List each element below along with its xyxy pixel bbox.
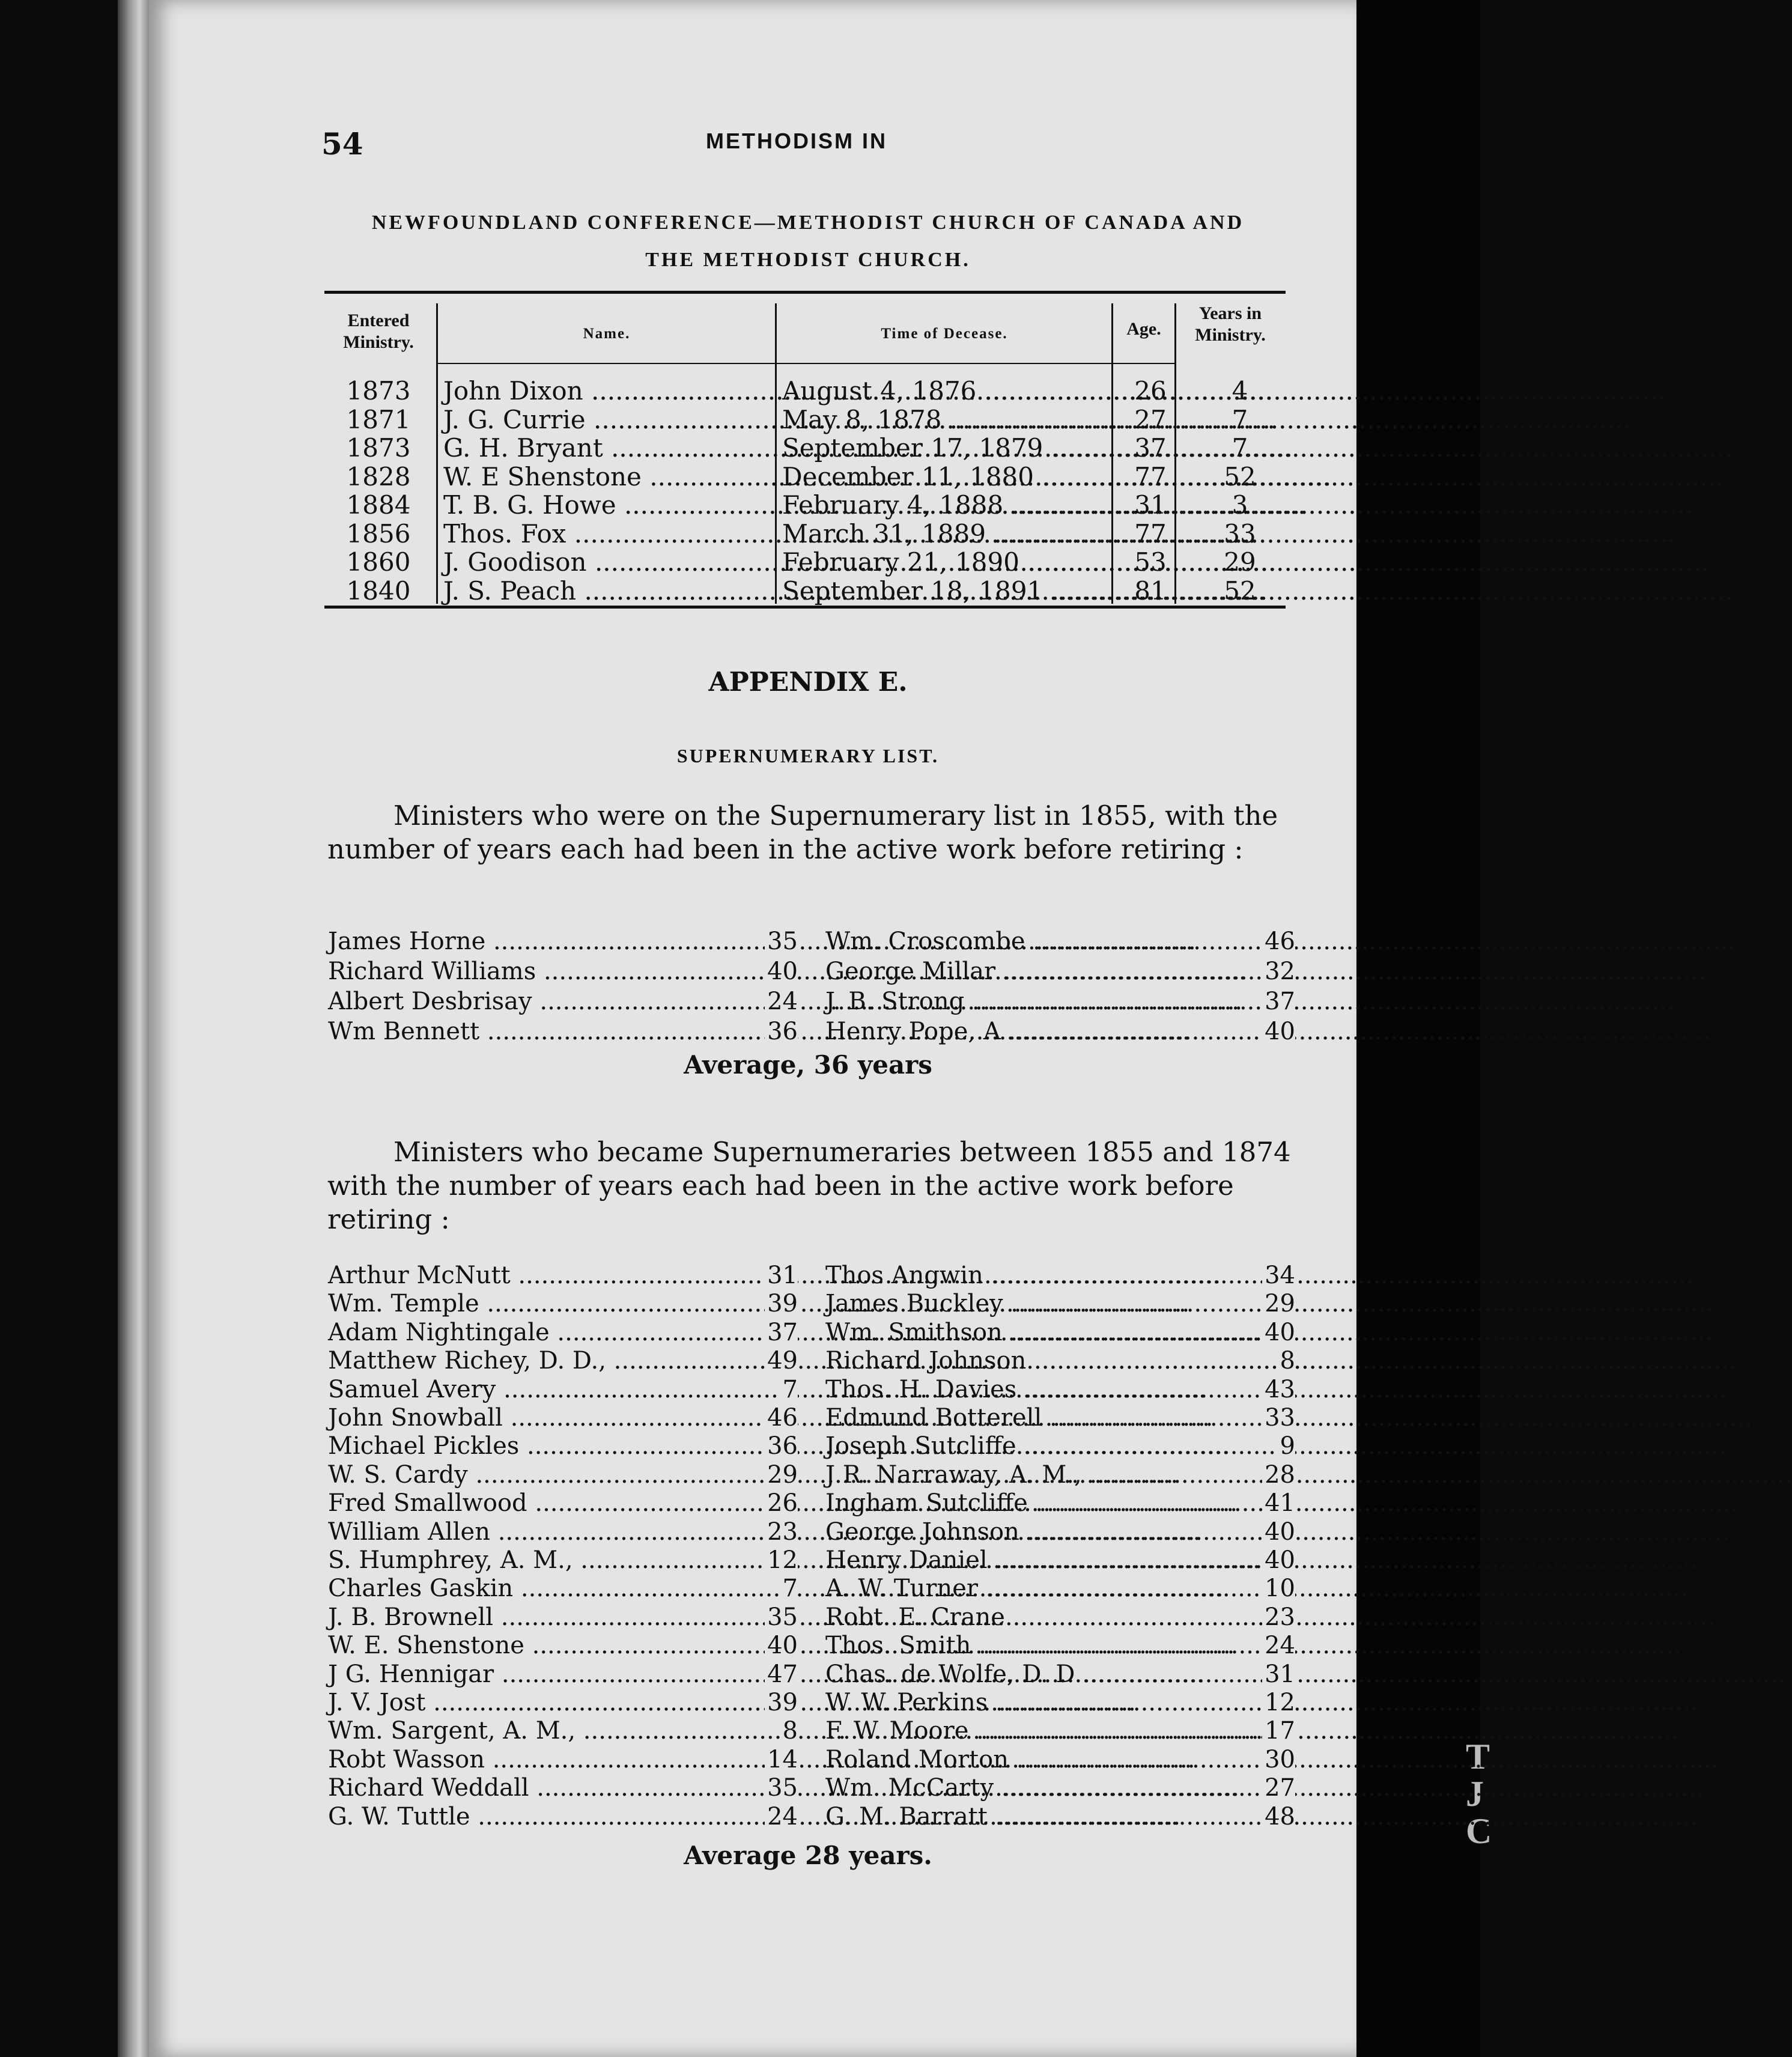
minister-name: Fred Smallwood ..... (328, 1489, 773, 1517)
list-item (328, 1803, 798, 1832)
minister-name: Thos Angwin ..... (825, 1262, 1270, 1289)
list-item (328, 988, 798, 1016)
cell-age: 53 (1134, 547, 1167, 577)
list2-intro (327, 1135, 1292, 1236)
cell-name: J. S. Peach ..... (443, 576, 765, 606)
list-item (328, 1774, 798, 1803)
minister-name: Albert Desbrisay ..... (328, 988, 773, 1015)
list-item (328, 1018, 798, 1047)
page-number: 54 (321, 126, 363, 162)
cell-time: August 4, 1876 ..... (782, 376, 1107, 406)
cell-entered: 1873 (346, 433, 411, 463)
minister-name: Charles Gaskin ..... (328, 1575, 773, 1602)
minister-name: Wm. McCarty ..... (825, 1774, 1270, 1802)
minister-name: J R. Narraway, A. M., ..... (825, 1461, 1270, 1489)
minister-name: Arthur McNutt ..... (328, 1262, 773, 1289)
cell-time: March 31, 1889 ..... (782, 519, 1107, 548)
cell-time: February 4, 1888 ..... (782, 490, 1107, 520)
list-item (825, 1746, 1295, 1775)
list-item (328, 958, 798, 986)
cell-time: September 18, 1891 ..... (782, 576, 1107, 606)
list-item (825, 1632, 1295, 1660)
minister-name: Richard Johnson ..... (825, 1347, 1270, 1375)
minister-name: Wm. Smithson ..... (825, 1319, 1270, 1346)
years-active: 17 (1262, 1717, 1295, 1745)
minister-name: W. S. Cardy ..... (328, 1461, 773, 1489)
list-item (825, 1376, 1295, 1405)
cell-years: 7 (1232, 433, 1248, 463)
minister-name: Wm Bennett ..... (328, 1018, 773, 1045)
table-row (328, 519, 1289, 548)
minister-name: G. M. Barratt ..... (825, 1803, 1270, 1831)
table-header-rule (438, 363, 1174, 364)
years-active: 40 (1262, 1546, 1295, 1574)
list-item (328, 1746, 798, 1775)
list-item (825, 958, 1295, 986)
list-item (825, 1461, 1295, 1490)
cell-entered: 1860 (346, 547, 411, 577)
minister-name: Robt. E. Crane ..... (825, 1603, 1270, 1631)
list1-intro (327, 799, 1292, 866)
list-item (328, 1489, 798, 1518)
years-active: 36 (765, 1018, 798, 1045)
cell-entered: 1828 (346, 461, 411, 491)
years-active: 46 (765, 1404, 798, 1432)
cell-name: T. B. G. Howe ..... (443, 490, 765, 520)
list-item (328, 928, 798, 956)
list-item (328, 1660, 798, 1689)
minister-name: F. W. Moore ..... (825, 1717, 1270, 1745)
list-item (825, 1262, 1295, 1290)
years-active: 39 (765, 1689, 798, 1716)
minister-name: W. E. Shenstone ..... (328, 1632, 773, 1659)
minister-name: Henry Daniel ..... (825, 1546, 1270, 1574)
years-active: 14 (765, 1746, 798, 1773)
col-header-entered: Entered Ministry. (343, 311, 414, 352)
cell-entered: 1840 (346, 576, 411, 606)
table-row (328, 462, 1289, 491)
years-active: 34 (1262, 1262, 1295, 1289)
cell-entered: 1884 (346, 490, 411, 520)
cell-age: 77 (1134, 461, 1167, 491)
list-item (328, 1575, 798, 1603)
years-active: 8 (1278, 1347, 1295, 1375)
years-active: 31 (1262, 1660, 1295, 1688)
cell-years: 52 (1224, 576, 1256, 606)
minister-name: Wm. Temple ..... (328, 1290, 773, 1317)
running-head: METHODISM IN (706, 129, 887, 153)
list-item (825, 1689, 1295, 1718)
list-item (825, 1518, 1295, 1547)
years-active: 8 (780, 1717, 798, 1745)
col-header-name: Name. (583, 326, 631, 342)
table-row (328, 433, 1289, 462)
list-item (825, 988, 1295, 1016)
years-active: 47 (765, 1660, 798, 1688)
list-item (328, 1432, 798, 1461)
minister-name: Thos. Smith ..... (825, 1632, 1270, 1659)
minister-name: S. Humphrey, A. M., ..... (328, 1546, 773, 1574)
table-row (328, 547, 1289, 576)
list-item (328, 1376, 798, 1405)
years-active: 35 (765, 1774, 798, 1802)
cell-entered: 1856 (346, 518, 411, 548)
list-item (328, 1347, 798, 1376)
years-active: 40 (1262, 1018, 1295, 1045)
years-active: 40 (1262, 1319, 1295, 1346)
minister-name: James Horne ..... (328, 928, 773, 955)
list-item (825, 1603, 1295, 1632)
years-active: 40 (765, 1632, 798, 1659)
cell-age: 27 (1134, 404, 1167, 434)
years-active: 37 (1262, 988, 1295, 1015)
years-active: 24 (1262, 1632, 1295, 1659)
minister-name: J G. Hennigar ..... (328, 1660, 773, 1688)
years-active: 26 (765, 1489, 798, 1517)
years-active: 23 (765, 1518, 798, 1546)
minister-name: Samuel Avery ..... (328, 1376, 773, 1403)
minister-name: Adam Nightingale ..... (328, 1319, 773, 1346)
list-item (328, 1546, 798, 1575)
cell-name: J. Goodison ..... (443, 547, 765, 577)
list-item (825, 1546, 1295, 1575)
minister-name: Thos. H. Davies ..... (825, 1376, 1270, 1403)
years-active: 29 (765, 1461, 798, 1489)
list-item (825, 1018, 1295, 1047)
minister-name: George Johnson ..... (825, 1518, 1270, 1546)
book-binding (118, 0, 149, 2057)
minister-name: A. W. Turner ..... (825, 1575, 1270, 1602)
cell-time: September 17, 1879 ..... (782, 433, 1107, 463)
minister-name: Edmund Botterell ..... (825, 1404, 1270, 1432)
minister-name: Chas. de Wolfe, D. D ..... (825, 1660, 1270, 1688)
years-active: 35 (765, 1603, 798, 1631)
list-item (328, 1717, 798, 1746)
table-row (328, 490, 1289, 519)
years-active: 30 (1262, 1746, 1295, 1773)
col-header-years: Years in Ministry. (1195, 303, 1266, 345)
years-active: 39 (765, 1290, 798, 1317)
cell-time: December 11, 1880 ..... (782, 462, 1107, 491)
list-item (825, 1717, 1295, 1746)
minister-name: J. B. Brownell ..... (328, 1603, 773, 1631)
cell-entered: 1873 (346, 376, 411, 406)
cell-years: 52 (1224, 461, 1256, 491)
years-active: 12 (1262, 1689, 1295, 1716)
years-active: 48 (1262, 1803, 1295, 1831)
years-active: 7 (780, 1376, 798, 1403)
years-active: 40 (1262, 1518, 1295, 1546)
list-item (825, 1432, 1295, 1461)
cell-name: W. E Shenstone ..... (443, 462, 765, 491)
cell-name: G. H. Bryant ..... (443, 433, 765, 463)
list-item (825, 928, 1295, 956)
minister-name: Richard Weddall ..... (328, 1774, 773, 1802)
years-active: 46 (1262, 928, 1295, 955)
years-active: 43 (1262, 1376, 1295, 1403)
minister-name: Matthew Richey, D. D., ..... (328, 1347, 773, 1375)
years-active: 49 (765, 1347, 798, 1375)
minister-name: G. W. Tuttle ..... (328, 1803, 773, 1831)
cell-years: 4 (1232, 376, 1248, 406)
minister-name: Robt Wasson ..... (328, 1746, 773, 1773)
minister-name: W. W. Perkins ..... (825, 1689, 1270, 1716)
list-item (328, 1689, 798, 1718)
years-active: 41 (1262, 1489, 1295, 1517)
adjacent-page-glyph: J (1466, 1774, 1484, 1814)
minister-name: Roland Morton ..... (825, 1746, 1270, 1773)
minister-name: Ingham Sutcliffe ..... (825, 1489, 1270, 1517)
list-item (328, 1404, 798, 1433)
table-top-rule (324, 291, 1286, 294)
list2-average: Average 28 years. (684, 1841, 932, 1870)
table-row (328, 376, 1289, 405)
years-active: 28 (1262, 1461, 1295, 1489)
years-active: 24 (765, 988, 798, 1015)
years-active: 9 (1278, 1432, 1295, 1460)
minister-name: Joseph Sutcliffe ..... (825, 1432, 1270, 1460)
minister-name: Wm. Croscombe ..... (825, 928, 1270, 955)
minister-name: Richard Williams ..... (328, 958, 773, 985)
list-item (328, 1319, 798, 1348)
list-item (825, 1489, 1295, 1518)
table-row (328, 405, 1289, 434)
cell-name: J. G. Currie ..... (443, 405, 765, 434)
minister-name: George Millar ..... (825, 958, 1270, 985)
list-item (825, 1803, 1295, 1832)
list-item (825, 1319, 1295, 1348)
years-active: 12 (765, 1546, 798, 1574)
minister-name: Wm. Sargent, A. M., ..... (328, 1717, 773, 1745)
minister-name: William Allen ..... (328, 1518, 773, 1546)
list-item (328, 1290, 798, 1319)
years-active: 24 (765, 1803, 798, 1831)
years-active: 31 (765, 1262, 798, 1289)
years-active: 40 (765, 958, 798, 985)
list-item (328, 1262, 798, 1290)
list-item (825, 1404, 1295, 1433)
list2-intro-text: Ministers who became Supernumeraries between 1855 and 1874 with the number of years each had been in the active work before retiring : (327, 1136, 1291, 1235)
years-active: 37 (765, 1319, 798, 1346)
minister-name: Henry Pope, A ..... (825, 1018, 1270, 1045)
cell-age: 77 (1134, 518, 1167, 548)
cell-age: 31 (1134, 490, 1167, 520)
minister-name: J. V. Jost ..... (328, 1689, 773, 1716)
cell-name: Thos. Fox ..... (443, 519, 765, 548)
section-title-line2: THE METHODIST CHURCH. (645, 249, 971, 271)
list1-average: Average, 36 years (684, 1050, 932, 1080)
cell-years: 7 (1232, 404, 1248, 434)
years-active: 36 (765, 1432, 798, 1460)
section-title-line1: NEWFOUNDLAND CONFERENCE—METHODIST CHURCH OF CANADA AND (371, 211, 1245, 234)
cell-years: 33 (1224, 518, 1256, 548)
adjacent-page-glyph: C (1466, 1811, 1492, 1851)
minister-name: James Buckley ..... (825, 1290, 1270, 1317)
minister-name: John Snowball ..... (328, 1404, 773, 1432)
years-active: 29 (1262, 1290, 1295, 1317)
minister-name: J. B. Strong ..... (825, 988, 1270, 1015)
years-active: 32 (1262, 958, 1295, 985)
cell-age: 81 (1134, 576, 1167, 606)
cell-years: 3 (1232, 490, 1248, 520)
years-active: 7 (780, 1575, 798, 1602)
list-item (825, 1575, 1295, 1603)
years-active: 10 (1262, 1575, 1295, 1602)
list-item (328, 1461, 798, 1490)
appendix-subtitle: SUPERNUMERARY LIST. (676, 745, 940, 767)
list-item (328, 1603, 798, 1632)
cell-entered: 1871 (346, 404, 411, 434)
minister-name: Michael Pickles ..... (328, 1432, 773, 1460)
list-item (825, 1290, 1295, 1319)
years-active: 27 (1262, 1774, 1295, 1802)
list-item (328, 1518, 798, 1547)
cell-age: 37 (1134, 433, 1167, 463)
list-item (825, 1660, 1295, 1689)
col-header-age: Age. (1126, 319, 1161, 339)
years-active: 23 (1262, 1603, 1295, 1631)
list1-intro-text: Ministers who were on the Supernumerary list in 1855, with the number of years each had been in the active work before retiring : (327, 800, 1278, 865)
cell-time: February 21, 1890 ..... (782, 547, 1107, 577)
list-item (825, 1774, 1295, 1803)
list-item (825, 1347, 1295, 1376)
years-active: 33 (1262, 1404, 1295, 1432)
cell-name: John Dixon ..... (443, 376, 765, 406)
cell-years: 29 (1224, 547, 1256, 577)
list-item (328, 1632, 798, 1660)
table-bottom-rule (324, 606, 1286, 609)
years-active: 35 (765, 928, 798, 955)
cell-age: 26 (1134, 376, 1167, 406)
cell-time: May 8, 1878 ..... (782, 405, 1107, 434)
appendix-title: APPENDIX E. (708, 667, 908, 697)
adjacent-page-glyph: T (1466, 1737, 1490, 1776)
table-row (328, 576, 1289, 605)
col-header-time: Time of Decease. (881, 326, 1008, 342)
